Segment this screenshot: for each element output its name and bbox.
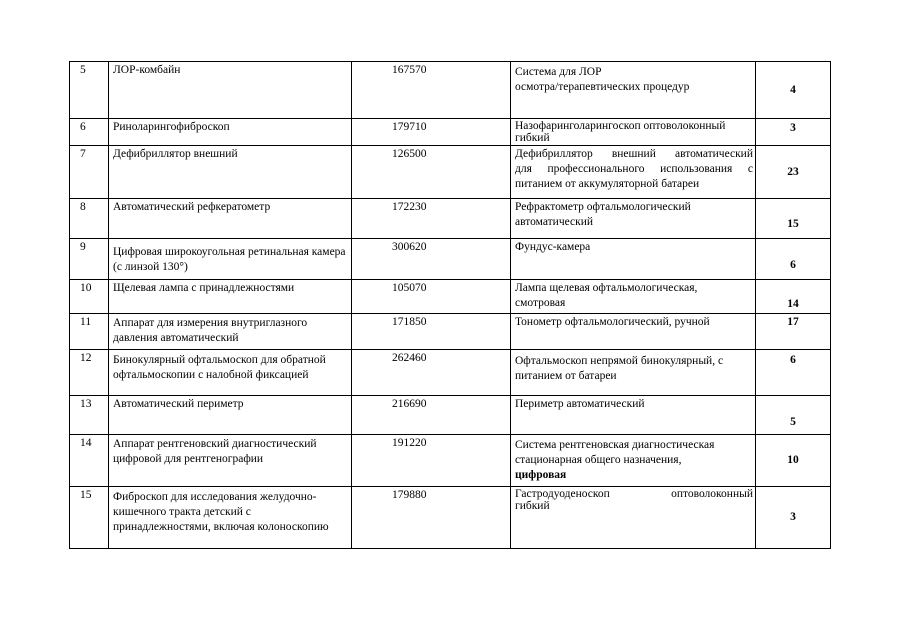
equipment-name: Автоматический периметр bbox=[109, 396, 352, 435]
equipment-type bbox=[511, 146, 756, 199]
desc-line: Офтальмоскоп непрямой бинокулярный, с bbox=[515, 355, 724, 367]
equipment-type bbox=[511, 396, 756, 435]
table-row bbox=[70, 280, 831, 314]
table-row bbox=[70, 119, 831, 146]
equipment-table bbox=[69, 61, 831, 549]
equipment-code: 105070 bbox=[352, 280, 511, 314]
desc-line: Гастродуоденоскоп оптоволоконный bbox=[515, 488, 753, 500]
desc-line: Фундус-камера bbox=[515, 241, 591, 253]
table-row bbox=[70, 487, 831, 549]
desc-line: Система для ЛОР bbox=[515, 66, 602, 78]
equipment-type bbox=[511, 435, 756, 487]
table-row bbox=[70, 62, 831, 119]
row-number: 10 bbox=[70, 280, 109, 314]
equipment-name: Дефибриллятор внешний bbox=[109, 146, 352, 199]
desc-line: гибкий bbox=[515, 132, 550, 144]
desc-line: автоматический bbox=[515, 216, 594, 228]
desc-line: питанием от аккумуляторной батареи bbox=[515, 178, 700, 190]
desc-line: цифровая bbox=[515, 469, 567, 481]
equipment-name: Аппарат рентгеновский диагностический цифровой для рентгенографии bbox=[109, 435, 352, 487]
quantity: 23 bbox=[756, 146, 831, 199]
equipment-code: 172230 bbox=[352, 199, 511, 239]
desc-line: Тонометр офтальмологический, ручной bbox=[515, 316, 710, 328]
equipment-code: 126500 bbox=[352, 146, 511, 199]
equipment-code: 191220 bbox=[352, 435, 511, 487]
equipment-name: Бинокулярный офтальмоскоп для обратной офтальмоскопии с налобной фиксацией bbox=[109, 350, 352, 396]
equipment-type bbox=[511, 62, 756, 119]
equipment-type bbox=[511, 280, 756, 314]
row-number: 8 bbox=[70, 199, 109, 239]
row-number: 13 bbox=[70, 396, 109, 435]
row-number: 9 bbox=[70, 239, 109, 280]
row-number: 5 bbox=[70, 62, 109, 119]
equipment-code: 171850 bbox=[352, 314, 511, 350]
equipment-code: 179710 bbox=[352, 119, 511, 146]
equipment-name: Цифровая широкоугольная ретинальная камера (с линзой 130°) bbox=[109, 239, 352, 280]
desc-line: осмотра/терапевтических процедур bbox=[515, 81, 690, 93]
equipment-type bbox=[511, 119, 756, 146]
desc-line: питанием от батареи bbox=[515, 370, 617, 382]
desc-line: Лампа щелевая офтальмологическая, bbox=[515, 282, 698, 294]
desc-line: смотровая bbox=[515, 297, 566, 309]
equipment-code: 179880 bbox=[352, 487, 511, 549]
desc-line: Рефрактометр офтальмологический bbox=[515, 201, 691, 213]
desc-line: Система рентгеновская диагностическая bbox=[515, 439, 715, 451]
equipment-name: Автоматический рефкератометр bbox=[109, 199, 352, 239]
equipment-code: 300620 bbox=[352, 239, 511, 280]
quantity: 17 bbox=[756, 314, 831, 350]
table-row bbox=[70, 199, 831, 239]
equipment-type bbox=[511, 314, 756, 350]
quantity: 3 bbox=[756, 119, 831, 146]
quantity: 6 bbox=[756, 239, 831, 280]
row-number: 14 bbox=[70, 435, 109, 487]
table-row bbox=[70, 350, 831, 396]
equipment-name: Щелевая лампа с принадлежностями bbox=[109, 280, 352, 314]
equipment-type bbox=[511, 350, 756, 396]
equipment-name: Аппарат для измерения внутриглазного давления автоматический bbox=[109, 314, 352, 350]
desc-line: стационарная общего назначения, bbox=[515, 454, 682, 466]
equipment-code: 167570 bbox=[352, 62, 511, 119]
quantity: 6 bbox=[756, 350, 831, 396]
table-row bbox=[70, 396, 831, 435]
equipment-name: Фиброскоп для исследования желудочно-кишечного тракта детский с принадлежностями, включая колоноскопию bbox=[109, 487, 352, 549]
desc-line: для профессионального использования с bbox=[515, 163, 753, 175]
desc-line: Периметр автоматический bbox=[515, 398, 645, 410]
quantity: 10 bbox=[756, 435, 831, 487]
quantity: 15 bbox=[756, 199, 831, 239]
equipment-type bbox=[511, 239, 756, 280]
row-number: 12 bbox=[70, 350, 109, 396]
desc-line: Назофаринголарингоскоп оптоволоконный bbox=[515, 120, 726, 132]
table-row bbox=[70, 239, 831, 280]
quantity: 5 bbox=[756, 396, 831, 435]
equipment-code: 262460 bbox=[352, 350, 511, 396]
quantity: 14 bbox=[756, 280, 831, 314]
desc-line: гибкий bbox=[515, 500, 550, 512]
equipment-type bbox=[511, 199, 756, 239]
row-number: 11 bbox=[70, 314, 109, 350]
row-number: 15 bbox=[70, 487, 109, 549]
quantity: 3 bbox=[756, 487, 831, 549]
equipment-type bbox=[511, 487, 756, 549]
table-row bbox=[70, 146, 831, 199]
equipment-name: Риноларингофиброскоп bbox=[109, 119, 352, 146]
equipment-code: 216690 bbox=[352, 396, 511, 435]
desc-line: Дефибриллятор внешний автоматический bbox=[515, 148, 753, 160]
row-number: 7 bbox=[70, 146, 109, 199]
table-row bbox=[70, 314, 831, 350]
table-row bbox=[70, 435, 831, 487]
row-number: 6 bbox=[70, 119, 109, 146]
quantity: 4 bbox=[756, 62, 831, 119]
equipment-name: ЛОР-комбайн bbox=[109, 62, 352, 119]
